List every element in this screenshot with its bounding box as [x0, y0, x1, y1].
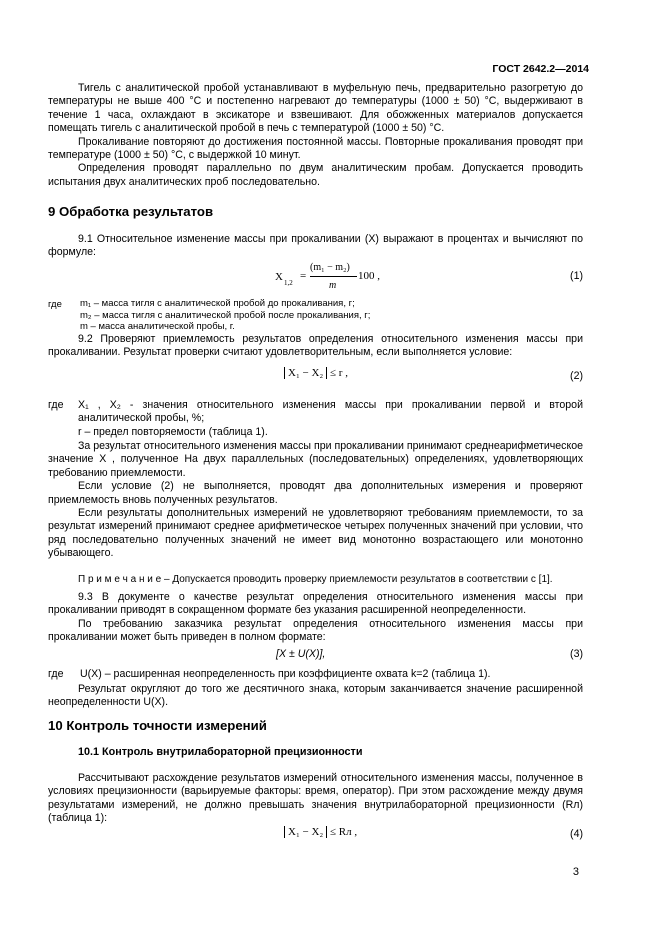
def-m1: m₁ – масса тигля с аналитической пробой до прокаливания, г;: [80, 298, 355, 309]
equation-3-number: (3): [570, 648, 583, 660]
definitions-1: [80, 298, 370, 333]
equation-1: [272, 261, 402, 295]
equation-4: [284, 826, 357, 839]
eq1-fraction-bar: [310, 276, 357, 277]
equation-2-number: (2): [570, 370, 583, 382]
where-label-2: где: [48, 399, 64, 411]
note: [48, 573, 583, 586]
paragraph-10-1: Рассчитывают расхождение результатов измерений относительного изменения массы, полученное в условиях прецизионности (варьируемые факторы: время, оператор). При этом расхождение между двумя результатами измерений, не должно превышать значения внутрилабораторной прецизионности (Rл) (таблица 1):: [48, 772, 583, 825]
where-label-1: где: [48, 299, 62, 310]
section-10-heading: 10 Контроль точности измерений: [48, 718, 267, 733]
page-number: 3: [572, 866, 579, 878]
paragraph-9-3-block: [48, 591, 583, 645]
def-u: U(X) – расширенная неопределенность при коэффициенте охвата k=2 (таблица 1).: [80, 668, 491, 680]
eq1-sub: 1,2: [284, 279, 293, 287]
paragraph-9-2: [48, 333, 583, 360]
paragraph-9-1-text: 9.1 Относительное изменение массы при прокаливании (X) выражают в процентах и вычисляют по формуле:: [48, 233, 583, 259]
average-block: [48, 440, 583, 561]
rounding-block: [48, 683, 583, 710]
paragraph-9-2-text: 9.2 Проверяют приемлемость результатов определения относительного изменения массы при прокаливании. Результат проверки считают удовлетворительным, если выполняется условие:: [48, 333, 583, 359]
paragraph-rounding: Результат округляют до того же десятичного знака, которым заканчивается значение расширенной неопределенности U(X).: [48, 683, 583, 709]
def-x1-x2: X₁ , X₂ - значения относительного изменения массы при прокаливании первой и второй аналитической пробы, %;: [78, 399, 583, 425]
section-10-1-heading: 10.1 Контроль внутрилабораторной прецизионности: [78, 746, 363, 758]
eq1-multiplier: 100 ,: [358, 270, 380, 282]
paragraph-condition: Если условие (2) не выполняется, проводят два дополнительных измерения и проверяют приемлемость вновь полученных результатов.: [48, 480, 583, 506]
eq1-denominator: m: [329, 280, 337, 291]
intro-block: [48, 82, 583, 189]
eq4-tail: ≤ Rл ,: [330, 826, 358, 838]
paragraph-additional: Если результаты дополнительных измерений не удовлетворяют требованиям приемлемости, то за результат измерений принимают среднее арифметическое четырех полученных значений при условии, что ряд последовательно полученных значений не имеет вид монотонно возрастающего или монотонно убывающего.: [48, 507, 583, 560]
paragraph-average: За результат относительного изменения массы при прокаливании принимают среднеарифметическое значение X , полученное На двух параллельных (последовательных) определениях, удовлетворяющих требованию приемлемости.: [48, 440, 583, 479]
def-m: m – масса аналитической пробы, г.: [80, 321, 235, 333]
eq1-equals: =: [300, 270, 307, 282]
equation-1-number: (1): [570, 270, 583, 282]
section-9-heading: 9 Обработка результатов: [48, 204, 214, 219]
definitions-2: [48, 399, 583, 439]
note-text: П р и м е ч а н и е – Допускается проводить проверку приемлемости результатов в соответствии с [1].: [78, 574, 553, 585]
intro-paragraph-1: Тигель с аналитической пробой устанавливают в муфельную печь, предварительно разогретую до температуры не выше 400 °С и постепенно нагревают до температуры (1000 ± 50) °С, выдерживают в течение 1 часа, охлаждают в эксикаторе и взвешивают. Для обожженных материалов допускается помещать тигель с аналитической пробой в печь с температурой (1000 ± 50) °С.: [48, 82, 583, 135]
intro-paragraph-2: Прокаливание повторяют до достижения постоянной массы. Повторные прокаливания проводят при температуре (1000 ± 50) °С, с выдержкой 10 минут.: [48, 135, 583, 162]
eq1-lhs: X: [275, 271, 283, 283]
eq2-abs-value: X₁ − X₂: [284, 367, 327, 379]
equation-3: [X ± U(X)],: [276, 648, 326, 660]
paragraph-9-1: [48, 233, 583, 260]
paragraph-9-3: 9.3 В документе о качестве результат определения относительного изменения массы при прокаливании приводят в сокращенном формате без указания расширенной неопределенности.: [48, 591, 583, 617]
equation-4-number: (4): [570, 828, 583, 840]
def-m2: m₂ – масса тигля с аналитической пробой после прокаливания, г;: [80, 309, 371, 321]
equation-2: [284, 367, 348, 380]
paragraph-10-1-block: [48, 772, 583, 826]
where-label-3: где: [48, 668, 64, 680]
paragraph-request: По требованию заказчика результат определения относительного изменения массы при прокаливании может быть приведен в полном формате:: [48, 617, 583, 644]
intro-paragraph-3: Определения проводят параллельно по двум аналитическим пробам. Допускается проводить испытания двух аналитических проб последовательно.: [48, 162, 583, 188]
standard-number: ГОСТ 2642.2—2014: [492, 63, 589, 75]
eq1-numerator: (m₁ − m₂): [310, 262, 350, 273]
def-r: r – предел повторяемости (таблица 1).: [78, 425, 268, 438]
eq4-abs-value: X₁ − X₂: [284, 826, 327, 838]
eq2-tail: ≤ r ,: [330, 367, 348, 379]
